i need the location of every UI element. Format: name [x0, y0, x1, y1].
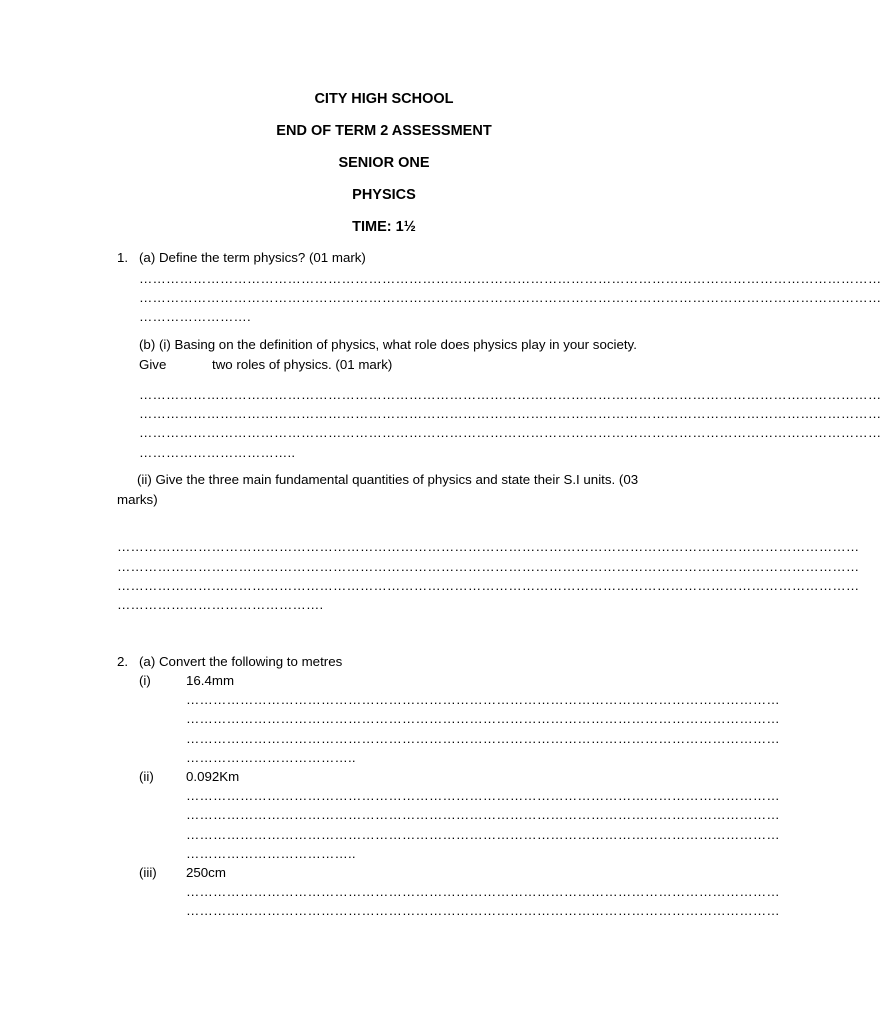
item-label: (i): [139, 673, 151, 688]
question-1a-text: (a) Define the term physics? (01 mark): [139, 250, 366, 265]
subject-name: PHYSICS: [352, 187, 416, 203]
answer-line: …………………………………………………………………………………………………………………………………………………: [139, 271, 881, 286]
answer-line: ……………………………………………………………………………………………………………………: [186, 711, 780, 726]
question-1b-give: Give: [139, 357, 167, 372]
answer-line: ……………………………………….: [117, 597, 324, 612]
answer-line: ……………………………..: [139, 445, 296, 460]
school-name: CITY HIGH SCHOOL: [314, 91, 454, 107]
answer-line: ………………………………..: [186, 846, 356, 861]
answer-line: …………………………………………………………………………………………………………………………………………………: [139, 290, 881, 305]
answer-line: …………………………………………………………………………………………………………………………………………………: [117, 578, 860, 593]
answer-line: ……………………………………………………………………………………………………………………: [186, 807, 780, 822]
question-1b-text: (b) (i) Basing on the definition of physics, what role does physics play in your society.: [139, 337, 637, 352]
item-label: (ii): [139, 769, 154, 784]
answer-line: …………………….: [139, 309, 251, 324]
answer-line: ……………………………………………………………………………………………………………………: [186, 692, 780, 707]
exam-time: TIME: 1½: [352, 219, 416, 235]
answer-line: ………………………………..: [186, 750, 356, 765]
item-value: 16.4mm: [186, 673, 235, 688]
question-2-number: 2.: [117, 654, 129, 669]
item-value: 250cm: [186, 865, 226, 880]
question-1bii-marks: marks): [117, 492, 158, 507]
question-2a-text: (a) Convert the following to metres: [139, 654, 343, 669]
answer-line: ……………………………………………………………………………………………………………………: [186, 903, 780, 918]
answer-line: ……………………………………………………………………………………………………………………: [186, 884, 780, 899]
question-1b-text-cont: two roles of physics. (01 mark): [212, 357, 393, 372]
assessment-title: END OF TERM 2 ASSESSMENT: [276, 123, 492, 139]
question-1bii-text: (ii) Give the three main fundamental quantities of physics and state their S.I units. (03: [137, 472, 639, 487]
class-name: SENIOR ONE: [338, 155, 430, 171]
answer-line: …………………………………………………………………………………………………………………………………………………: [139, 425, 881, 440]
answer-line: …………………………………………………………………………………………………………………………………………………: [139, 406, 881, 421]
answer-line: …………………………………………………………………………………………………………………………………………………: [117, 559, 860, 574]
answer-line: ……………………………………………………………………………………………………………………: [186, 731, 780, 746]
answer-line: …………………………………………………………………………………………………………………………………………………: [139, 387, 881, 402]
answer-line: …………………………………………………………………………………………………………………………………………………: [117, 539, 860, 554]
answer-line: ……………………………………………………………………………………………………………………: [186, 827, 780, 842]
question-1-number: 1.: [117, 250, 129, 265]
item-value: 0.092Km: [186, 769, 240, 784]
item-label: (iii): [139, 865, 157, 880]
answer-line: ……………………………………………………………………………………………………………………: [186, 788, 780, 803]
